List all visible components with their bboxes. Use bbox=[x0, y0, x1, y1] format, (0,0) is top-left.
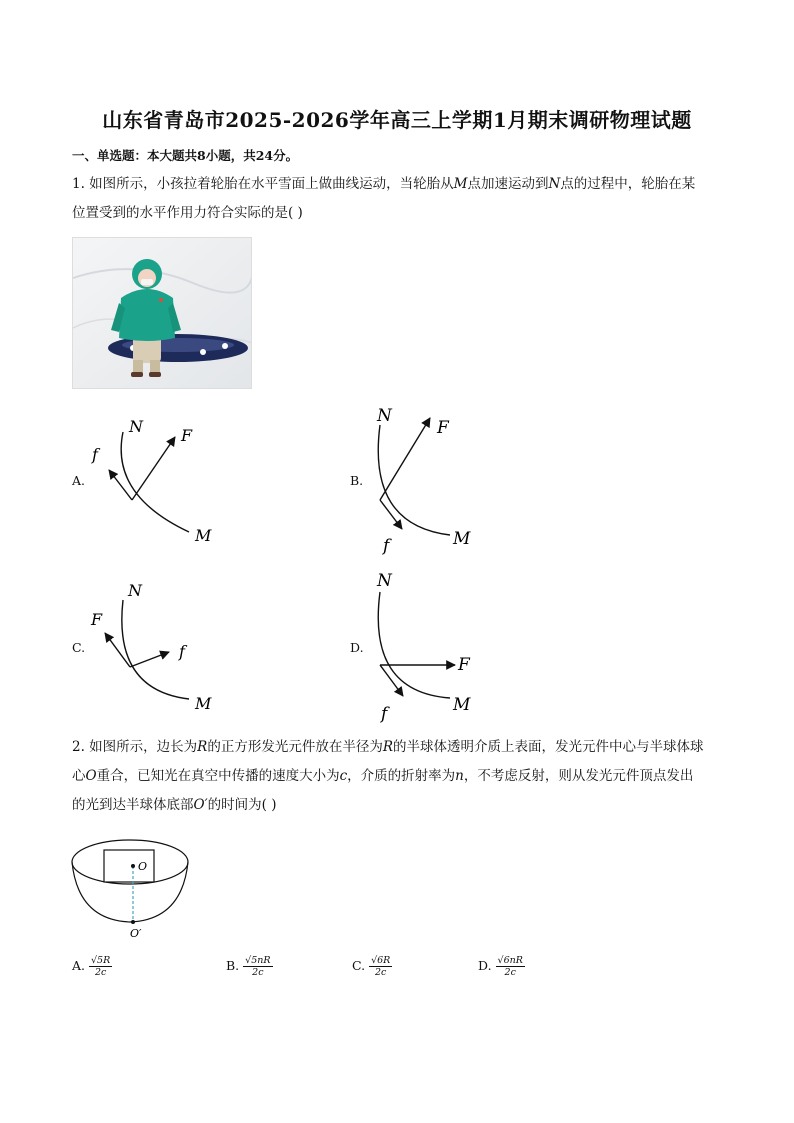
q1-option-d-label[interactable]: D. bbox=[350, 640, 364, 655]
q2-sym-r1: R bbox=[197, 739, 208, 755]
q1-option-b-label[interactable]: B. bbox=[350, 473, 364, 488]
q2-line2-b: 重合，已知光在真空中传播的速度大小为 bbox=[96, 768, 340, 784]
q1-text-c: 点的过程中，轮胎在某 bbox=[560, 176, 696, 192]
q2-option-c-num: √6R bbox=[371, 955, 391, 966]
q2-option-a-den: 2c bbox=[94, 967, 107, 978]
label-F: F bbox=[458, 655, 470, 675]
label-f: f bbox=[381, 704, 388, 724]
q1-text-line2: 位置受到的水平作用力符合实际的是( ) bbox=[72, 205, 303, 221]
q2-sym-r2: R bbox=[382, 739, 394, 755]
q1-option-d-diagram[interactable] bbox=[365, 562, 510, 727]
q1-text-b: 点加速运动到 bbox=[467, 176, 549, 192]
q2-option-d-label: D. bbox=[478, 958, 492, 973]
trajectory-curve bbox=[121, 432, 189, 532]
q2-option-d[interactable] bbox=[478, 955, 525, 978]
q1-option-c-diagram[interactable] bbox=[85, 575, 225, 720]
q2-option-b[interactable] bbox=[226, 955, 273, 978]
q2-option-c-den: 2c bbox=[375, 967, 387, 978]
label-N: N bbox=[377, 406, 392, 426]
q2-line3-a: 的光到达半球体底部 bbox=[72, 797, 194, 813]
snow-tube-photo bbox=[72, 237, 252, 389]
q2-option-b-num: √5nR bbox=[245, 955, 271, 966]
q2-option-a-label: A. bbox=[72, 958, 86, 973]
force-F-arrow bbox=[132, 437, 175, 500]
q2-option-a-num: √5R bbox=[91, 955, 111, 966]
force-f-arrow bbox=[380, 500, 402, 529]
force-F-arrow bbox=[380, 418, 430, 500]
force-f-arrow bbox=[130, 652, 169, 667]
label-M: M bbox=[453, 695, 471, 715]
label-f: f bbox=[92, 445, 98, 464]
q1-option-a-diagram[interactable] bbox=[85, 410, 225, 550]
q1-sym-n: N bbox=[548, 176, 561, 192]
label-N: N bbox=[128, 581, 142, 600]
q2-sym-o-prime: O′ bbox=[193, 797, 208, 813]
q2-option-c-fraction bbox=[369, 955, 392, 978]
hemisphere-diagram bbox=[70, 836, 195, 942]
page-title: 山东省青岛市2025-2026学年高三上学期1月期末调研物理试题 bbox=[102, 108, 692, 132]
q2-option-b-den: 2c bbox=[252, 967, 264, 978]
q2-sym-o: O bbox=[85, 768, 97, 784]
q2-option-c-label: C. bbox=[352, 958, 366, 973]
trajectory-curve bbox=[378, 592, 450, 698]
q2-line3-b: 的时间为( ) bbox=[207, 797, 277, 813]
label-f: f bbox=[179, 642, 185, 661]
label-F: F bbox=[181, 426, 193, 445]
q2-option-c[interactable] bbox=[352, 955, 392, 978]
q2-line2-d: ，不考虑反射，则从发光元件顶点发出 bbox=[463, 768, 694, 784]
label-F: F bbox=[437, 418, 449, 438]
q2-line1-c: 的半球体透明介质上表面，发光元件中心与半球体球 bbox=[393, 739, 704, 755]
q2-line1-a: 2. 如图所示，边长为 bbox=[72, 739, 198, 755]
q2-line2-c: ，介质的折射率为 bbox=[347, 768, 456, 784]
label-o: O bbox=[138, 860, 148, 873]
label-M: M bbox=[453, 529, 471, 549]
q2-option-a-fraction bbox=[89, 955, 112, 978]
label-F: F bbox=[91, 610, 103, 629]
q2-sym-n: n bbox=[455, 768, 464, 784]
label-o-prime: O′ bbox=[130, 927, 142, 940]
q2-option-a[interactable] bbox=[72, 955, 112, 978]
center-point-o bbox=[131, 864, 135, 868]
label-N: N bbox=[129, 417, 143, 436]
q2-line2-a: 心 bbox=[72, 768, 86, 784]
label-M: M bbox=[195, 694, 212, 713]
q2-option-b-label: B. bbox=[226, 958, 240, 973]
q2-option-d-num: √6nR bbox=[497, 955, 523, 966]
q1-option-a-label[interactable]: A. bbox=[72, 473, 86, 488]
q1-option-b-diagram[interactable] bbox=[365, 395, 505, 560]
label-N: N bbox=[377, 571, 392, 591]
q2-stem bbox=[72, 733, 732, 820]
label-M: M bbox=[195, 526, 212, 545]
label-f: f bbox=[383, 536, 390, 556]
bottom-point-o-prime bbox=[131, 920, 135, 924]
force-f-arrow bbox=[109, 470, 132, 500]
q2-option-d-den: 2c bbox=[504, 967, 516, 978]
q2-option-b-fraction bbox=[243, 955, 272, 978]
q1-stem bbox=[72, 170, 732, 228]
q1-text-a: 1. 如图所示，小孩拉着轮胎在水平雪面上做曲线运动，当轮胎从 bbox=[72, 176, 454, 192]
q2-option-d-fraction bbox=[496, 955, 525, 978]
section-heading: 一、单选题：本大题共8小题，共24分。 bbox=[72, 148, 299, 163]
trajectory-curve bbox=[378, 425, 450, 535]
q1-sym-m: M bbox=[453, 176, 468, 192]
child-pulling-snow-tube-photo-icon bbox=[73, 238, 252, 389]
q1-option-c-label[interactable]: C. bbox=[72, 640, 86, 655]
q2-line1-b: 的正方形发光元件放在半径为 bbox=[207, 739, 383, 755]
q2-sym-c: c bbox=[339, 768, 348, 784]
